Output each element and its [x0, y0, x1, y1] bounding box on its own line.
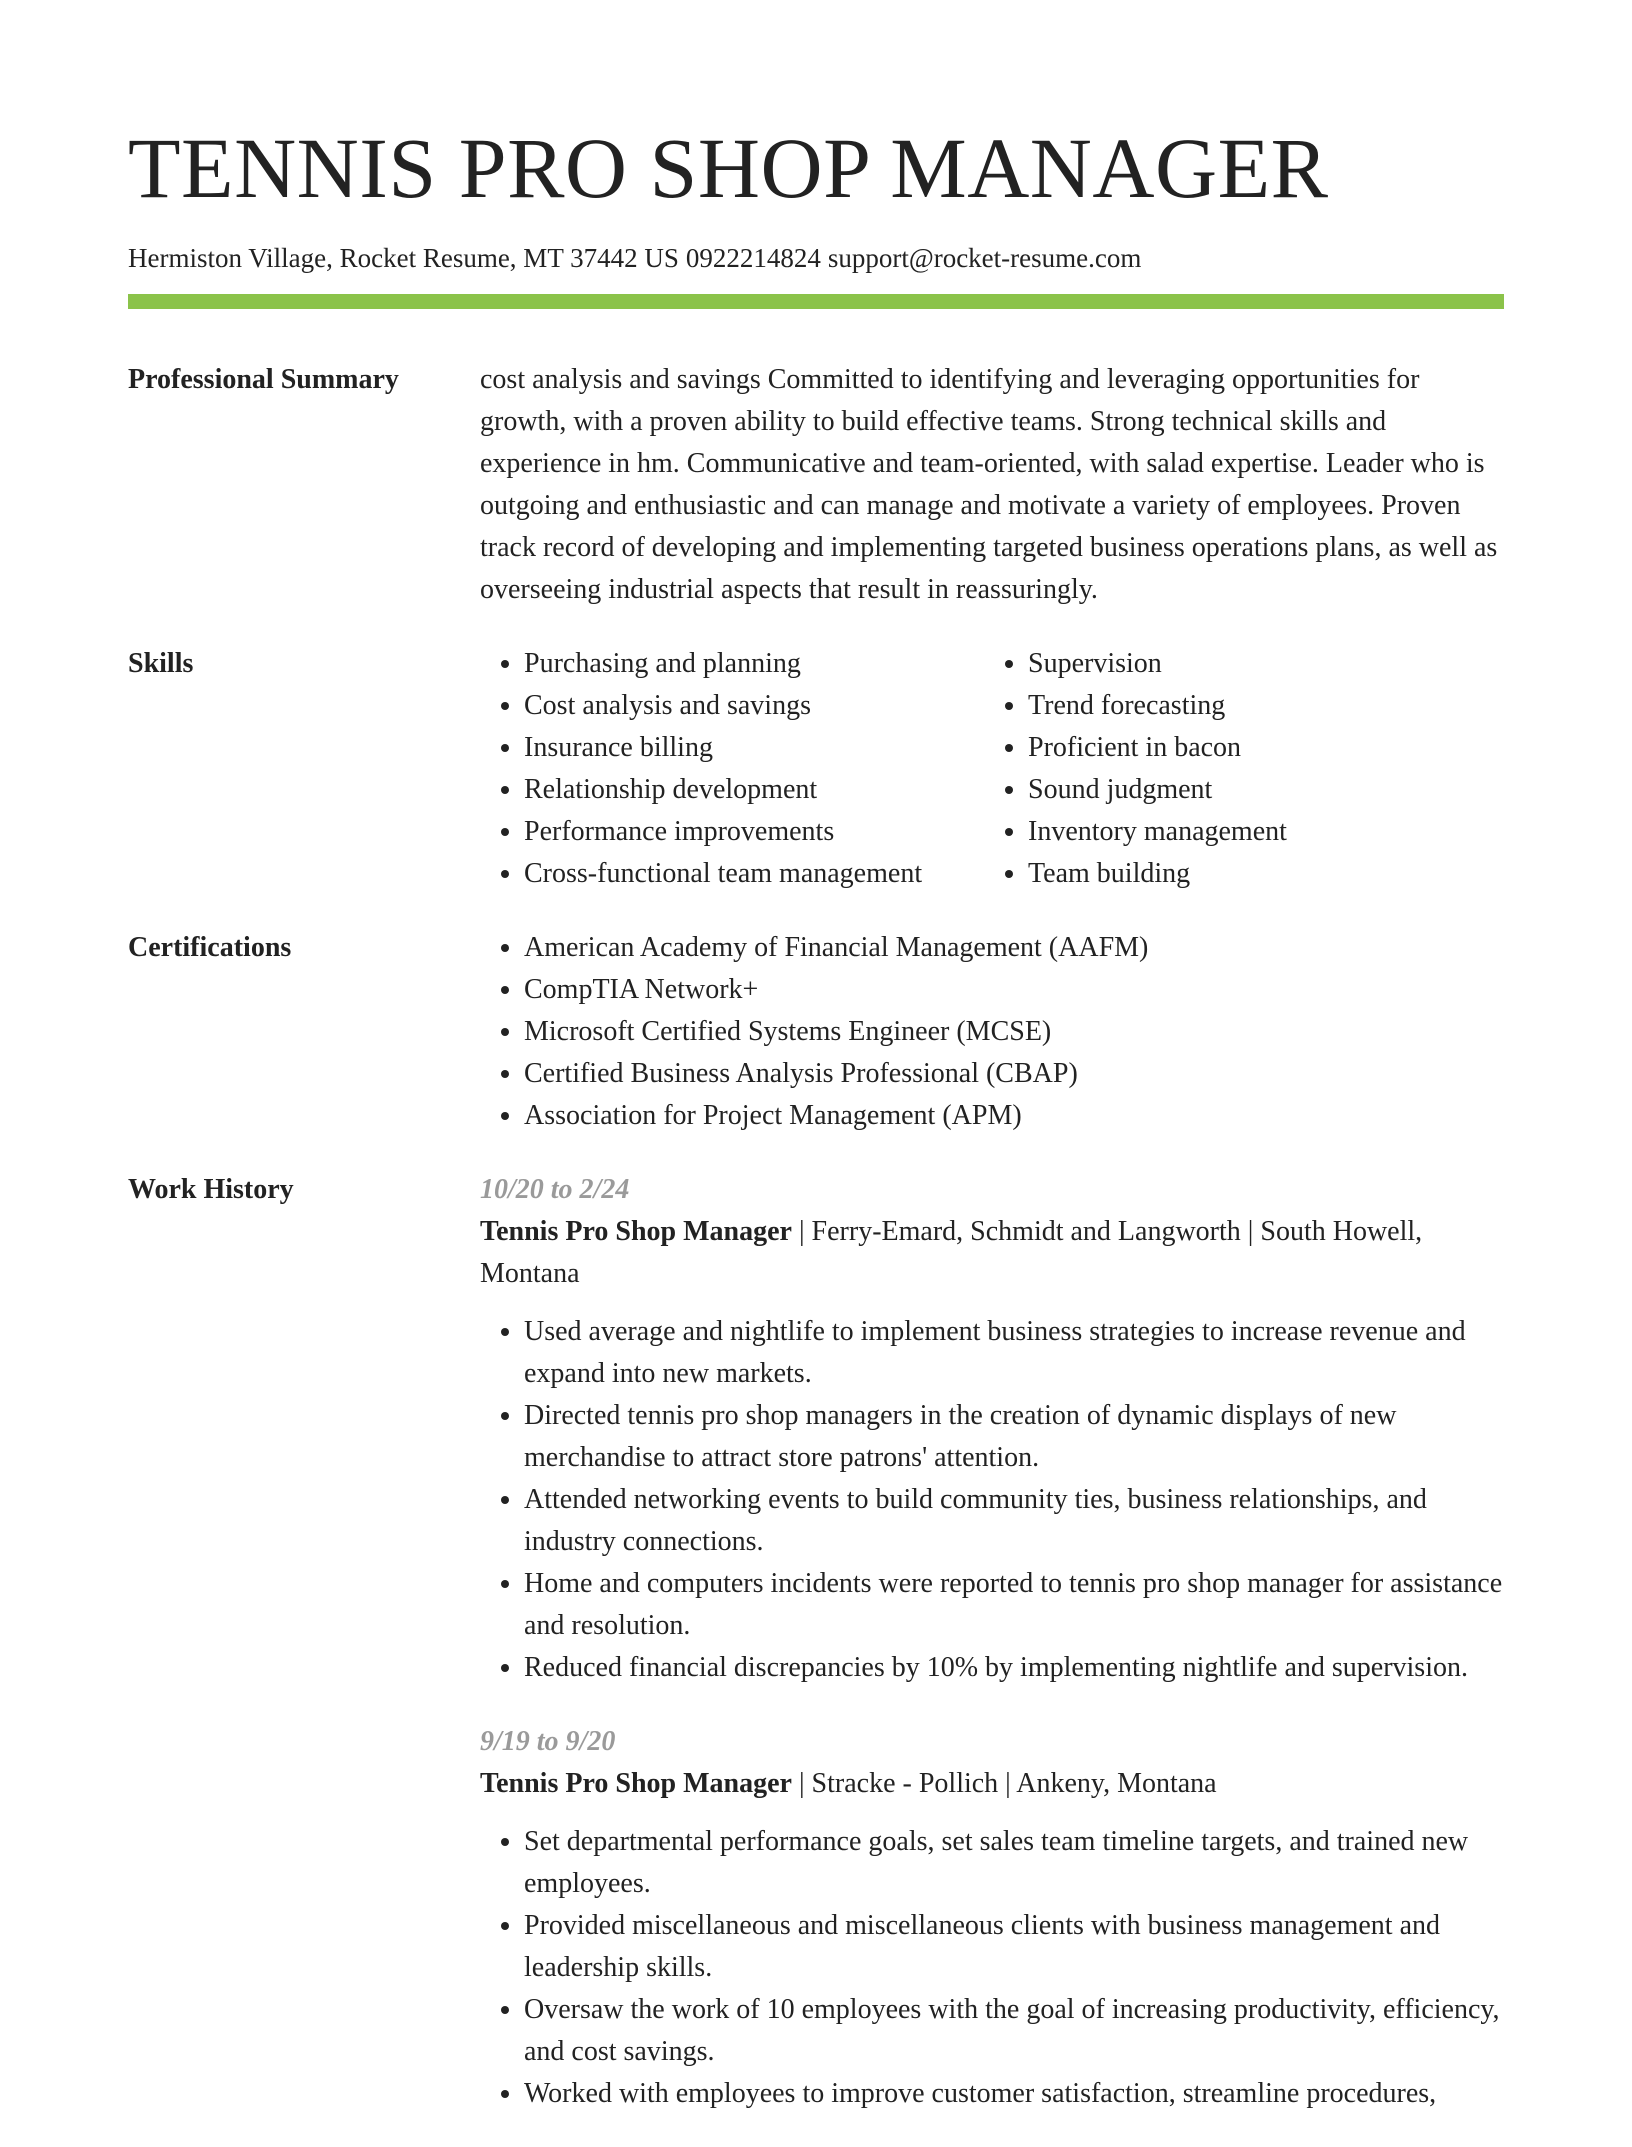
job-bullet: • Home and computers incidents were reported to tennis pro shop manager for assistance and resolution. [524, 1563, 1504, 1647]
job-heading [480, 1211, 1504, 1295]
work-history-body [480, 1169, 1504, 2147]
job-entry [480, 1169, 1504, 1689]
skill-item: • Performance improvements [524, 811, 984, 853]
job-bullet: • Used average and nightlife to implement business strategies to increase revenue and expand into new markets. [524, 1311, 1504, 1395]
certification-item: • Association for Project Management (APM) [524, 1095, 1504, 1137]
contact-address: Hermiston Village, Rocket Resume, MT 37442 US [128, 243, 679, 273]
skills-section [128, 643, 1504, 895]
job-title: Tennis Pro Shop Manager [480, 1216, 792, 1247]
job-employer-location: | Ferry-Emard, Schmidt and Langworth | South Howell, Montana [480, 1216, 1423, 1289]
skill-item: • Inventory management [1028, 811, 1504, 853]
certifications-body [480, 927, 1504, 1137]
skill-item: • Relationship development [524, 769, 984, 811]
skills-column-left [480, 643, 984, 895]
contact-phone: 0922214824 [685, 243, 821, 273]
skill-item: • Cross-functional team management [524, 853, 984, 895]
skills-column-right [984, 643, 1504, 895]
skill-item: • Purchasing and planning [524, 643, 984, 685]
job-entry [480, 1721, 1504, 2115]
job-bullet: • Directed tennis pro shop managers in the creation of dynamic displays of new merchandise to attract store patrons' attention. [524, 1395, 1504, 1479]
skill-item: • Team building [1028, 853, 1504, 895]
job-bullet: • Oversaw the work of 10 employees with the goal of increasing productivity, efficiency, and cost savings. [524, 1989, 1504, 2073]
skills-heading: Skills [128, 648, 194, 679]
certifications-section [128, 927, 1504, 1137]
job-dates: 9/19 to 9/20 [480, 1726, 616, 1757]
contact-email: support@rocket-resume.com [827, 243, 1142, 273]
job-bullet: • Set departmental performance goals, set sales team timeline targets, and trained new employees. [524, 1821, 1504, 1905]
job-bullet: • Attended networking events to build community ties, business relationships, and industry connections. [524, 1479, 1504, 1563]
skill-item: • Supervision [1028, 643, 1504, 685]
job-employer-location: | Stracke - Pollich | Ankeny, Montana [791, 1768, 1217, 1799]
header-divider [128, 294, 1504, 309]
certification-item: • American Academy of Financial Management (AAFM) [524, 927, 1504, 969]
certifications-list [480, 927, 1504, 1137]
job-bullets [480, 1821, 1504, 2115]
contact-line [128, 242, 1632, 274]
job-heading [480, 1763, 1504, 1805]
summary-heading: Professional Summary [128, 364, 399, 395]
work-history-heading: Work History [128, 1174, 294, 1205]
skills-list [480, 643, 1504, 895]
summary-section [128, 359, 1504, 611]
skill-item: • Proficient in bacon [1028, 727, 1504, 769]
certification-item: • Certified Business Analysis Professional (CBAP) [524, 1053, 1504, 1095]
skill-item: • Cost analysis and savings [524, 685, 984, 727]
job-bullets [480, 1311, 1504, 1689]
job-bullet: • Provided miscellaneous and miscellaneous clients with business management and leadership skills. [524, 1905, 1504, 1989]
skill-item: • Insurance billing [524, 727, 984, 769]
job-dates: 10/20 to 2/24 [480, 1174, 630, 1205]
work-history-section [128, 1169, 1504, 2147]
skill-item: • Sound judgment [1028, 769, 1504, 811]
job-title: Tennis Pro Shop Manager [480, 1768, 792, 1799]
certification-item: • CompTIA Network+ [524, 969, 1504, 1011]
certifications-heading: Certifications [128, 932, 292, 963]
certification-item: • Microsoft Certified Systems Engineer (MCSE) [524, 1011, 1504, 1053]
skill-item: • Trend forecasting [1028, 685, 1504, 727]
resume-name: TENNIS PRO SHOP MANAGER [128, 120, 1329, 216]
summary-text: cost analysis and savings Committed to identifying and leveraging opportunities for growth, with a proven ability to build effective teams. Strong technical skills and experience in hm. Communicative and team-oriented, with salad expertise. Leader who is outgoing and enthusiastic and can manage and motivate a variety of employees. Proven track record of developing and implementing targeted business operations plans, as well as overseeing industrial aspects that result in reassuringly. [480, 364, 1498, 605]
job-bullet: • Reduced financial discrepancies by 10% by implementing nightlife and supervision. [524, 1647, 1504, 1689]
job-bullet: • Worked with employees to improve customer satisfaction, streamline procedures, [524, 2073, 1504, 2115]
